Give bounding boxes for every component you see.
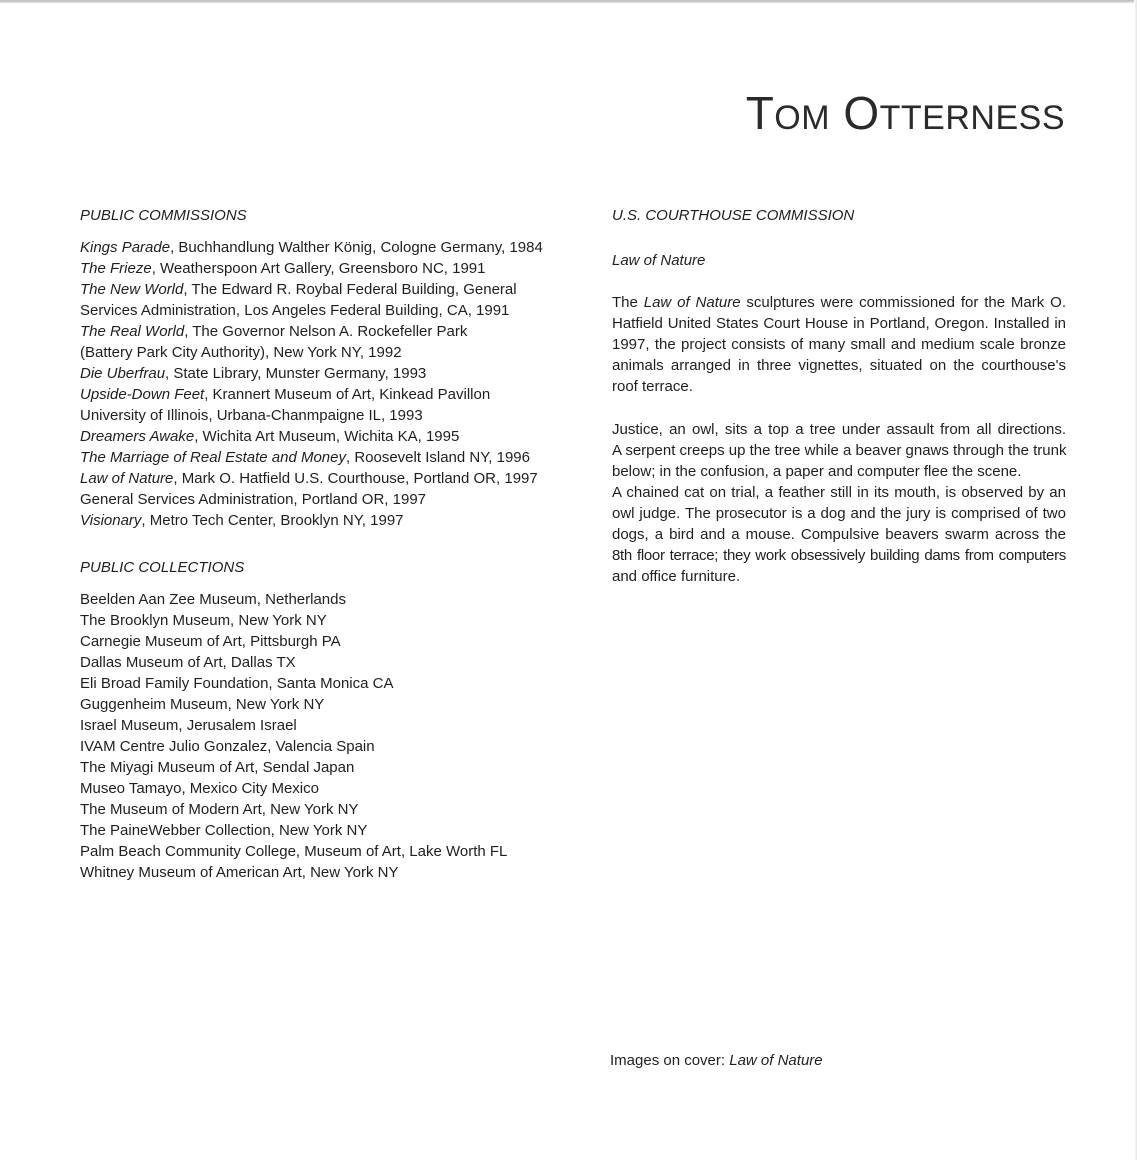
public-commissions-heading: PUBLIC COMMISSIONS: [80, 207, 247, 224]
paragraph-spacer: [612, 397, 1066, 419]
left-column: [80, 205, 560, 883]
commission-title: Visionary: [80, 512, 142, 529]
collection-item: The Miyagi Museum of Art, Sendal Japan: [80, 759, 355, 776]
cover-credit-label: Images on cover:: [610, 1052, 730, 1069]
collection-item: Carnegie Museum of Art, Pittsburgh PA: [80, 633, 341, 650]
collection-item: The Brooklyn Museum, New York NY: [80, 612, 327, 629]
commission-line: [80, 363, 560, 384]
collection-item: The PaineWebber Collection, New York NY: [80, 822, 368, 839]
paragraph-line: 1997, the project consists of many small and medium scale bronze: [612, 336, 1066, 353]
commission-detail: , Krannert Museum of Art, Kinkead Pavillon: [204, 386, 491, 403]
commission-line: [80, 510, 560, 531]
commission-title: The Real World: [80, 323, 185, 340]
commission-line: [80, 300, 560, 321]
title-first-name-rest: OM: [774, 99, 831, 137]
commission-detail: , Weatherspoon Art Gallery, Greensboro NC, 1991: [151, 260, 486, 277]
commission-detail: (Battery Park City Authority), New York NY, 1992: [80, 344, 402, 361]
courthouse-commission-heading: U.S. COURTHOUSE COMMISSION: [612, 207, 855, 224]
paragraph-line: below; in the confusion, a paper and computer flee the scene.: [612, 463, 1022, 480]
commission-detail: , The Edward R. Roybal Federal Building, General: [183, 281, 517, 298]
commission-title: Law of Nature: [80, 470, 174, 487]
commission-line: [80, 384, 560, 405]
title-initial-last: O: [843, 87, 880, 139]
commission-detail: , Buchhandlung Walther König, Cologne Germany, 1984: [170, 239, 543, 256]
commission-line: [80, 405, 560, 426]
commission-line: [80, 237, 560, 258]
law-of-nature-subheading: Law of Nature: [612, 252, 706, 269]
commission-line: [80, 426, 560, 447]
paragraph-line: A serpent creeps up the tree while a beaver gnaws through the trunk: [612, 442, 1067, 459]
title-last-name-rest: TTERNESS: [879, 99, 1065, 137]
commission-line: [80, 447, 560, 468]
commission-detail: University of Illinois, Urbana-Chanmpaigne IL, 1993: [80, 407, 423, 424]
commission-title: Dreamers Awake: [80, 428, 195, 445]
commission-detail: , Wichita Art Museum, Wichita KA, 1995: [194, 428, 460, 445]
paragraph-line: and office furniture.: [612, 568, 741, 585]
commission-title: Upside-Down Feet: [80, 386, 205, 403]
commission-line: [80, 321, 560, 342]
top-edge-rule: [0, 0, 1137, 3]
collection-item: The Museum of Modern Art, New York NY: [80, 801, 359, 818]
collection-item: Palm Beach Community College, Museum of Art, Lake Worth FL: [80, 843, 508, 860]
public-commissions-list: [80, 237, 560, 531]
public-collections-heading: PUBLIC COLLECTIONS: [80, 559, 245, 576]
page-title: [746, 88, 1065, 143]
paragraph-line: 8th floor terrace; they work obsessively building dams from computers: [612, 547, 1066, 564]
collection-item: Israel Museum, Jerusalem Israel: [80, 717, 297, 734]
cover-credit: [610, 1050, 823, 1071]
artwork-title: Law of Nature: [643, 294, 741, 311]
collection-item: IVAM Centre Julio Gonzalez, Valencia Spain: [80, 738, 375, 755]
right-column: [612, 205, 1066, 587]
commission-title: The New World: [80, 281, 184, 298]
commission-line: [80, 489, 560, 510]
courthouse-paragraph-1: [612, 292, 1066, 397]
collection-item: Eli Broad Family Foundation, Santa Monica CA: [80, 675, 394, 692]
public-collections-list: [80, 589, 560, 883]
commission-detail: , The Governor Nelson A. Rockefeller Park: [184, 323, 468, 340]
commission-line: [80, 468, 560, 489]
collection-item: Whitney Museum of American Art, New York NY: [80, 864, 399, 881]
commission-detail: , Roosevelt Island NY, 1996: [345, 449, 530, 466]
commission-detail: , Mark O. Hatfield U.S. Courthouse, Portland OR, 1997: [173, 470, 538, 487]
commission-title: Die Uberfrau: [80, 365, 166, 382]
paragraph-text: The: [612, 294, 644, 311]
paragraph-line: A chained cat on trial, a feather still in its mouth, is observed by an: [612, 484, 1066, 501]
collection-item: Dallas Museum of Art, Dallas TX: [80, 654, 296, 671]
section-spacer: [80, 531, 560, 557]
commission-title: Kings Parade: [80, 239, 171, 256]
title-initial-first: T: [745, 87, 775, 139]
commission-detail: Services Administration, Los Angeles Federal Building, CA, 1991: [80, 302, 510, 319]
commission-detail: General Services Administration, Portland OR, 1997: [80, 491, 427, 508]
paragraph-line: owl judge. The prosecutor is a dog and the jury is comprised of two: [612, 505, 1066, 522]
cover-credit-title: Law of Nature: [729, 1052, 823, 1069]
collection-item: Beelden Aan Zee Museum, Netherlands: [80, 591, 346, 608]
paragraph-line: animals arranged in three vignettes, situated on the courthouse's: [612, 357, 1066, 374]
commission-line: [80, 279, 560, 300]
courthouse-paragraph-3: [612, 482, 1066, 587]
paragraph-line: roof terrace.: [612, 378, 693, 395]
paragraph-line: dogs, a bird and a mouse. Compulsive beavers swarm across the: [612, 526, 1066, 543]
paragraph-line: [612, 292, 1066, 313]
collection-item: Guggenheim Museum, New York NY: [80, 696, 325, 713]
commission-title: The Frieze: [80, 260, 152, 277]
commission-detail: , Metro Tech Center, Brooklyn NY, 1997: [141, 512, 404, 529]
commission-line: [80, 342, 560, 363]
commission-detail: , State Library, Munster Germany, 1993: [165, 365, 427, 382]
paragraph-line: Hatfield United States Court House in Portland, Oregon. Installed in: [612, 315, 1066, 332]
paragraph-text: sculptures were commissioned for the Mark O.: [740, 294, 1066, 311]
commission-title: The Marriage of Real Estate and Money: [80, 449, 346, 466]
paragraph-line: Justice, an owl, sits a top a tree under assault from all directions.: [612, 421, 1066, 438]
commission-line: [80, 258, 560, 279]
collection-item: Museo Tamayo, Mexico City Mexico: [80, 780, 319, 797]
courthouse-paragraph-2: [612, 419, 1066, 482]
